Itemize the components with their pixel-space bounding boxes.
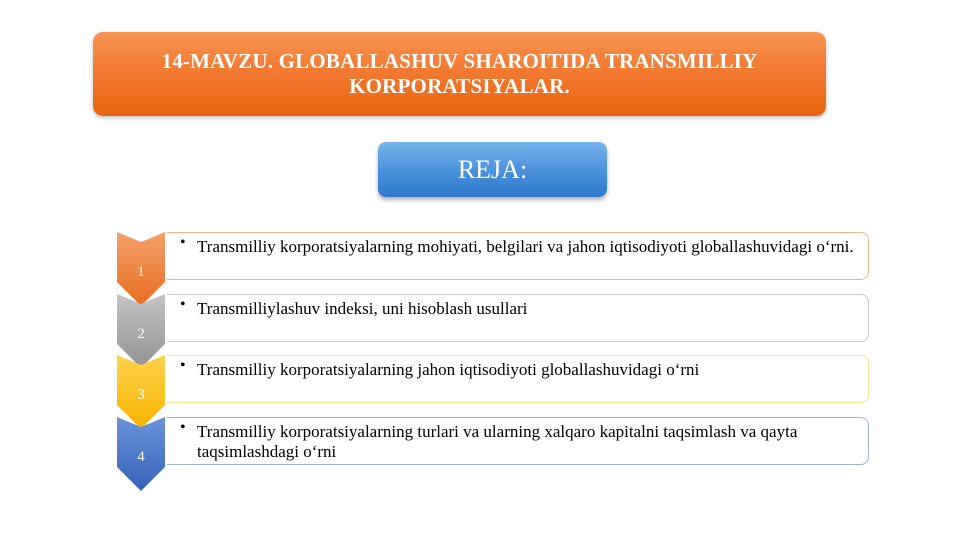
bullet-icon: •: [180, 357, 186, 374]
bullet-icon: •: [180, 419, 186, 436]
list-item-2: [167, 294, 869, 342]
item-number-1: 1: [137, 264, 145, 280]
title-banner: [93, 32, 826, 116]
item-number-3: 3: [137, 387, 145, 403]
item-text-3: Transmilliy korporatsiyalarning jahon iqtisodiyoti globallashuvidagi o‘rni: [197, 360, 700, 379]
slide-title: 14-MAVZU. GLOBALLASHUV SHAROITIDA TRANSMILLIY KORPORATSIYALAR.: [161, 49, 758, 98]
bullet-icon: •: [180, 296, 186, 313]
bullet-icon: •: [180, 234, 186, 251]
item-text-4: Transmilliy korporatsiyalarning turlari va ularning xalqaro kapitalni taqsimlash va qayta taqsimlashdagi o‘rni: [197, 422, 798, 461]
item-text-2: Transmilliylashuv indeksi, uni hisoblash usullari: [197, 299, 528, 318]
item-number-4: 4: [137, 449, 145, 465]
list-item-4: [167, 417, 869, 465]
list-item-3: [167, 355, 869, 403]
plan-header-label: REJA:: [457, 154, 528, 184]
item-text-1: Transmilliy korporatsiyalarning mohiyati, belgilari va jahon iqtisodiyoti globallashuvidagi o‘rni.: [197, 237, 854, 256]
chevron-marker-4: [117, 417, 165, 491]
plan-header-box: [378, 142, 607, 197]
item-number-2: 2: [137, 326, 145, 342]
list-item-1: [167, 232, 869, 280]
